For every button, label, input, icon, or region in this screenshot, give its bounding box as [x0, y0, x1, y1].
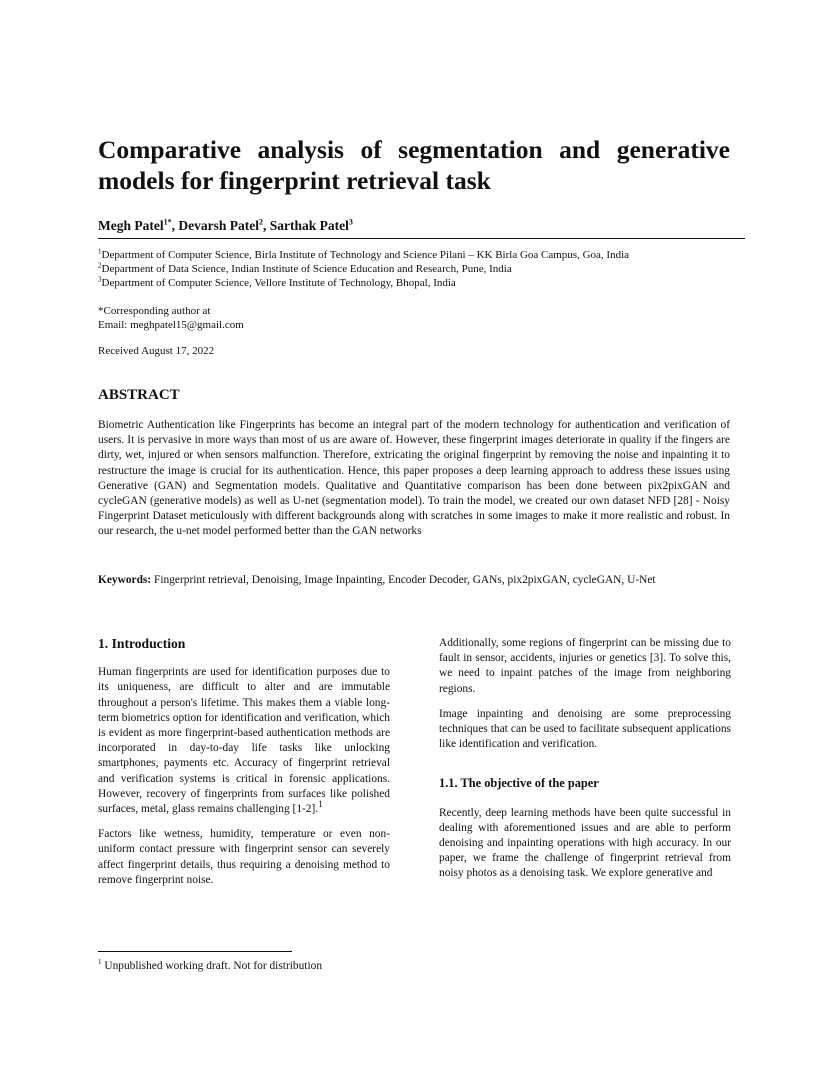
keywords-label: Keywords:	[98, 574, 152, 586]
footnote-divider	[98, 951, 292, 952]
corresponding-label: *Corresponding author at	[98, 305, 211, 317]
abstract-body: Biometric Authentication like Fingerprints has become an integral part of the modern technology for authentication and verification of users. It is pervasive in more ways than most of us are aware of. However, these fingerprint images deteriorate in quality if the fingers are dirty, wet, injured or when sensors malfunction. Therefore, extricating the original fingerprint by removing the noise and inpainting it to restructure the image is crucial for its authentication. Hence, this paper proposes a deep learning approach to address these issues using Generative (GAN) and Segmentation models. Qualitative and Quantitative comparison has been done between pix2pixGAN and cycleGAN (generative models) as well as U-net (segmentation model). To train the model, we created our own dataset NFD [28] - Noisy Fingerprint Dataset meticulously with different backgrounds along with scratches in some images to make it more realistic and robust. In our research, the u-net model performed better than the GAN networks	[98, 419, 730, 538]
author-mark: 3	[348, 217, 353, 227]
author-name: Sarthak Patel	[269, 218, 349, 233]
keywords	[98, 573, 730, 588]
paper-title: Comparative analysis of segmentation and generative models for fingerprint retrieval task	[98, 135, 730, 195]
author-list	[98, 218, 353, 234]
author-separator: ,	[262, 218, 270, 233]
author-separator: ,	[171, 218, 179, 233]
footnote-text: Unpublished working draft. Not for distribution	[101, 960, 323, 972]
affiliation-mark: 3	[98, 275, 102, 284]
author-mark: 1*	[163, 217, 172, 227]
section-heading-objective: 1.1. The objective of the paper	[439, 776, 599, 791]
affiliation	[98, 262, 629, 276]
corresponding-author	[98, 304, 244, 332]
footnote-mark: 1	[318, 800, 323, 811]
abstract-heading: ABSTRACT	[98, 387, 180, 403]
author-mark: 2	[258, 217, 263, 227]
section-heading-introduction: 1. Introduction	[98, 636, 186, 651]
affiliation-list	[98, 248, 629, 290]
paragraph: Recently, deep learning methods have been quite successful in dealing with aforementioned issues and are able to perform denoising and inpainting operations with high accuracy. In our paper, we frame the challenge of fingerprint retrieval from noisy photos as a denoising task. We explore generative and	[439, 806, 731, 880]
affiliation-mark: 1	[98, 247, 102, 256]
header-divider	[98, 238, 745, 239]
affiliation	[98, 276, 629, 290]
paragraph: Factors like wetness, humidity, temperature or even non-uniform contact pressure with fingerprint sensor can severely affect fingerprint details, thus requiring a denoising method to remove fingerprint noise.	[98, 828, 390, 886]
received-date: Received August 17, 2022	[98, 345, 215, 357]
affiliation-text: Department of Computer Science, Birla Institute of Technology and Science Pilani – KK Birla Goa Campus, Goa, India	[101, 249, 630, 261]
affiliation	[98, 248, 629, 262]
paragraph: Image inpainting and denoising are some preprocessing techniques that can be used to facilitate subsequent applications like identification and verification.	[439, 707, 731, 751]
keywords-text: Fingerprint retrieval, Denoising, Image Inpainting, Encoder Decoder, GANs, pix2pixGAN, cycleGAN, U-Net	[154, 574, 656, 586]
paragraph: Additionally, some regions of fingerprint can be missing due to fault in sensor, accidents, injuries or genetics [3]. To solve this, we need to inpaint patches of the image from neighboring regions.	[439, 637, 731, 695]
footnote-mark: 1	[98, 958, 102, 967]
author-name: Devarsh Patel	[178, 218, 259, 233]
left-column	[98, 636, 390, 898]
paragraph	[98, 665, 390, 817]
paragraph-text: Human fingerprints are used for identification purposes due to its uniqueness, are difficult to alter and are immutable throughout a person's lifetime. This makes them a viable long-term biometrics option for identification and verification, which is evident as more fingerprint-based authentication methods are incorporated in day-to-day life tasks like unlocking smartphones, payments etc. Accuracy of fingerprint retrieval and verification systems is critical in forensic applications. However, recovery of fingerprints from surfaces like polished surfaces, metal, glass remains challenging [1-2].	[98, 666, 390, 816]
affiliation-text: Department of Data Science, Indian Institute of Science Education and Research, Pune, India	[101, 263, 512, 275]
affiliation-mark: 2	[98, 261, 102, 270]
corresponding-email: Email: meghpatel15@gmail.com	[98, 319, 244, 331]
footnote	[98, 960, 322, 972]
affiliation-text: Department of Computer Science, Vellore Institute of Technology, Bhopal, India	[101, 277, 456, 289]
author-name: Megh Patel	[98, 218, 164, 233]
right-column	[439, 636, 731, 892]
